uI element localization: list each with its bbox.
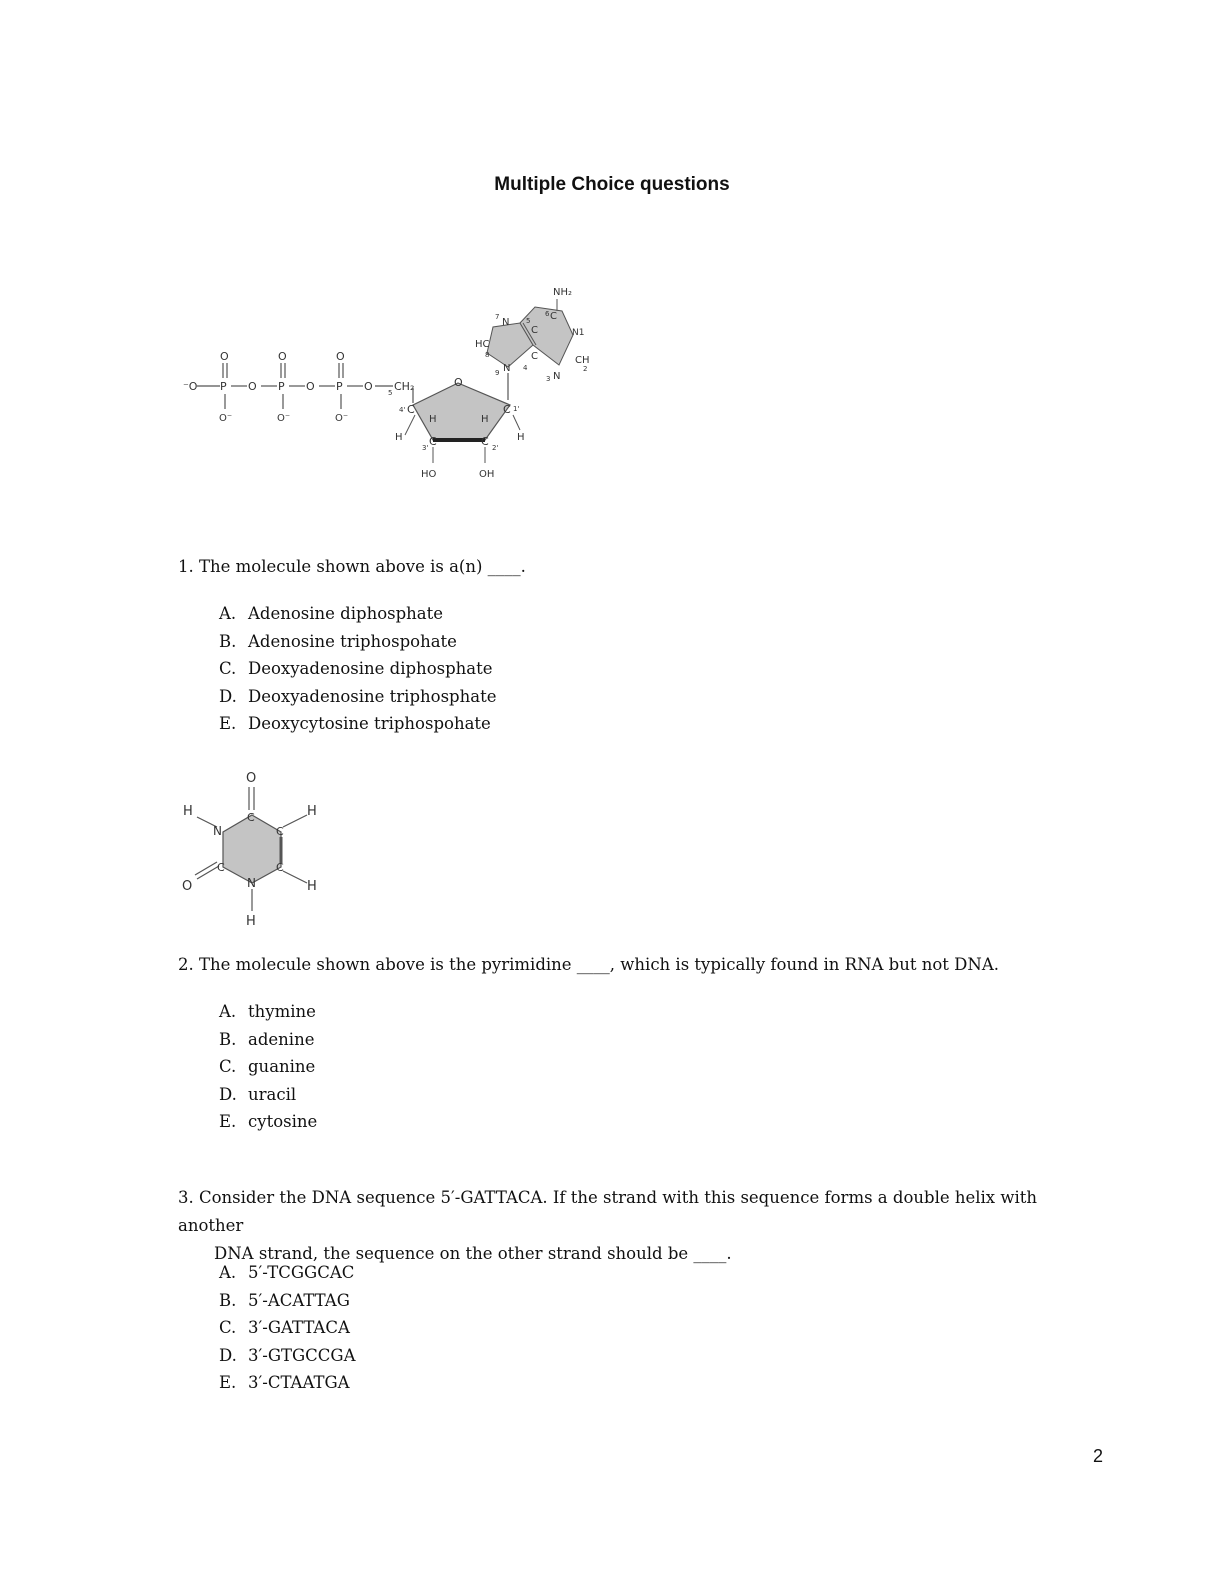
carbon-label: C (247, 811, 255, 824)
carbon-label: C (503, 403, 511, 416)
carbon-number-label: 4' (399, 406, 406, 414)
option-text: Adenosine diphosphate (248, 604, 444, 623)
page-title: Multiple Choice questions (494, 174, 730, 195)
question-3-stem (178, 1184, 1078, 1268)
hydroxyl-label: OH (479, 469, 495, 480)
option-text: Deoxyadenosine triphosphate (248, 686, 497, 706)
option-text: 3′-GATTACA (248, 1318, 350, 1337)
atp-molecule-figure (175, 275, 615, 490)
hydrogen-label: H (246, 914, 256, 929)
carbon-label: C (531, 325, 538, 336)
option-letter: C. (219, 659, 237, 678)
question-3-stem-line: 3. Consider the DNA sequence 5′-GATTACA. If the strand with this sequence forms a double helix with another (178, 1188, 1038, 1235)
phosphate-oxygen-label: O (220, 350, 229, 363)
ch2-label: CH₂ (394, 380, 415, 393)
option-text: Deoxycytosine triphospohate (248, 714, 491, 733)
nitrogen-label: N (553, 371, 561, 382)
option-text: guanine (248, 1057, 316, 1076)
phosphorus-label: P (336, 380, 343, 393)
question-3-options (219, 1259, 356, 1397)
answer-option[interactable] (219, 683, 496, 711)
option-letter: E. (219, 714, 237, 733)
carbon-number-label: 5 (388, 389, 393, 397)
nitrogen-label: N (247, 876, 256, 890)
amino-group-label: NH₂ (553, 287, 573, 298)
ring-oxygen-label: O (454, 376, 463, 389)
question-3-stem-line: DNA strand, the sequence on the other strand should be ____. (214, 1244, 732, 1263)
option-letter: C. (219, 1057, 237, 1076)
option-letter: D. (219, 686, 237, 706)
carbon-label: C (276, 861, 284, 874)
carbon-label: C (481, 435, 489, 448)
carbon-label: C (407, 403, 415, 416)
atom-number-label: 8 (485, 351, 490, 359)
question-2-stem: 2. The molecule shown above is the pyrimidine ____, which is typically found in RNA but not DNA. (178, 955, 1000, 974)
hydrogen-label: H (307, 804, 317, 819)
atom-number-label: 3 (546, 375, 551, 383)
ch-label: CH (575, 355, 590, 366)
nitrogen-label: N (502, 317, 510, 328)
option-letter: C. (219, 1318, 237, 1337)
atom-number-label: 5 (526, 317, 531, 325)
hydrogen-label: H (307, 879, 317, 894)
carbon-label: C (217, 861, 225, 874)
answer-option[interactable] (219, 998, 317, 1026)
answer-option[interactable] (219, 710, 496, 738)
phosphorus-label: P (220, 380, 227, 393)
option-letter: A. (219, 1002, 237, 1021)
hydrogen-label: H (183, 804, 193, 819)
answer-option[interactable] (219, 1342, 356, 1370)
carbonyl-oxygen-label: O (246, 771, 257, 786)
answer-option[interactable] (219, 1287, 356, 1315)
hc-label: HC (475, 339, 490, 350)
answer-option[interactable] (219, 600, 496, 628)
nitrogen-label: N (213, 824, 222, 838)
option-text: Deoxyadenosine diphosphate (248, 659, 493, 678)
hydrogen-label: H (395, 432, 403, 443)
carbonyl-oxygen-label: O (182, 879, 193, 894)
phosphate-oxygen-label: O⁻ (335, 413, 349, 424)
phosphate-oxygen-label: O⁻ (219, 413, 233, 424)
nitrogen-label: N (503, 363, 511, 374)
option-text: thymine (248, 1002, 316, 1021)
carbon-number-label: 3' (422, 444, 429, 452)
phosphate-oxygen-label: O (336, 350, 345, 363)
bridge-oxygen-label: O (306, 380, 315, 393)
phosphate-oxygen-label: ⁻O (183, 380, 198, 393)
bridge-oxygen-label: O (248, 380, 257, 393)
carbon-label: C (276, 825, 284, 838)
option-text: uracil (248, 1084, 297, 1104)
answer-option[interactable] (219, 1081, 317, 1109)
atom-number-label: 7 (495, 313, 500, 321)
phosphate-oxygen-label: O⁻ (277, 413, 291, 424)
hydrogen-label: H (517, 432, 525, 443)
answer-option[interactable] (219, 1259, 356, 1287)
question-1-options (219, 600, 496, 738)
option-letter: B. (219, 1029, 237, 1049)
option-text: Adenosine triphospohate (248, 631, 457, 651)
carbon-number-label: 1' (513, 405, 520, 413)
carbon-label: C (531, 351, 538, 362)
answer-option[interactable] (219, 1314, 356, 1342)
answer-option[interactable] (219, 628, 496, 656)
phosphate-oxygen-label: O (278, 350, 287, 363)
question-1-stem: 1. The molecule shown above is a(n) ____. (178, 557, 526, 576)
answer-option[interactable] (219, 1026, 317, 1054)
option-letter: E. (219, 1373, 237, 1392)
hydroxyl-label: HO (421, 469, 437, 480)
hydrogen-label: H (429, 414, 437, 425)
option-letter: A. (219, 1263, 237, 1282)
option-text: adenine (248, 1029, 315, 1049)
page-number: 2 (1093, 1446, 1104, 1466)
option-letter: B. (219, 631, 237, 651)
question-2-options (219, 998, 317, 1136)
answer-option[interactable] (219, 1053, 317, 1081)
uracil-molecule-figure (175, 765, 335, 930)
answer-option[interactable] (219, 1369, 356, 1397)
option-letter: A. (219, 604, 237, 623)
bridge-oxygen-label: O (364, 380, 373, 393)
phosphorus-label: P (278, 380, 285, 393)
option-text: 3′-CTAATGA (248, 1373, 350, 1392)
option-letter: D. (219, 1345, 237, 1365)
option-text: 5′-ACATTAG (248, 1290, 350, 1310)
option-text: cytosine (248, 1112, 318, 1131)
carbon-label: C (550, 311, 557, 322)
nitrogen-label: N1 (572, 328, 585, 338)
option-text: 3′-GTGCCGA (248, 1345, 356, 1365)
carbon-label: C (429, 435, 437, 448)
option-letter: D. (219, 1084, 237, 1104)
option-text: 5′-TCGGCAC (248, 1263, 355, 1282)
option-letter: B. (219, 1290, 237, 1310)
answer-option[interactable] (219, 655, 496, 683)
hydrogen-label: H (481, 414, 489, 425)
atom-number-label: 9 (495, 369, 500, 377)
atom-number-label: 2 (583, 365, 588, 373)
answer-option[interactable] (219, 1108, 317, 1136)
carbon-number-label: 2' (492, 444, 499, 452)
atom-number-label: 6 (545, 310, 550, 318)
atom-number-label: 4 (523, 364, 528, 372)
option-letter: E. (219, 1112, 237, 1131)
